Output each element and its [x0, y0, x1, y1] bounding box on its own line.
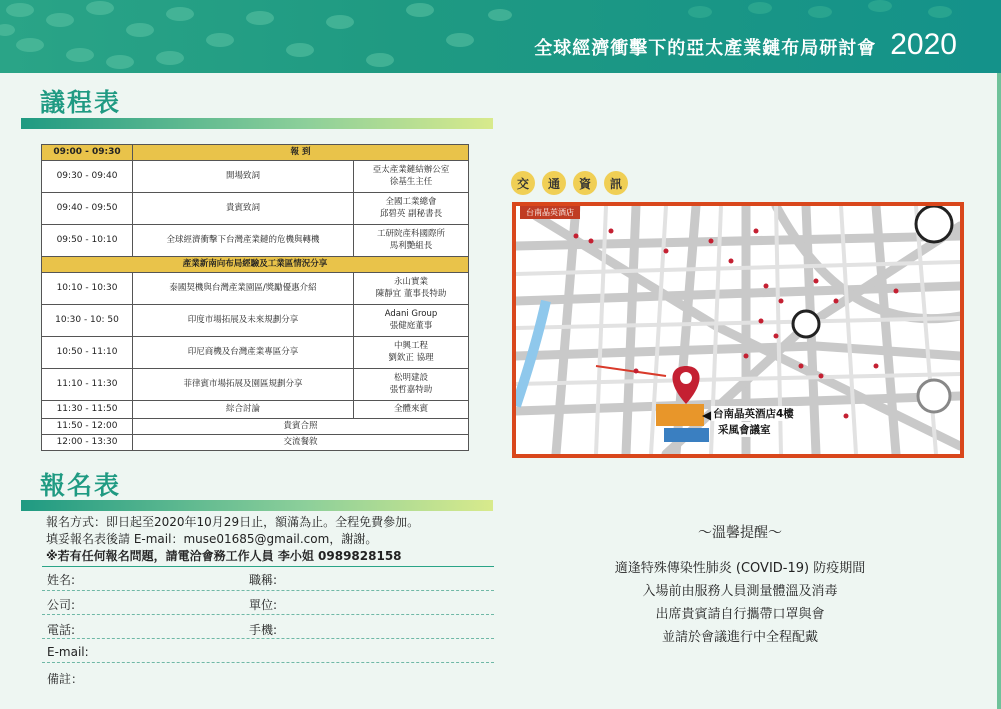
- event-title: 全球經濟衝擊下的亞太產業鏈布局研討會: [534, 38, 877, 59]
- agenda-row: [42, 225, 469, 257]
- agenda-speaker: 中興工程 劉欽正 協理: [354, 337, 469, 369]
- field-dept-label: 單位:: [249, 598, 278, 612]
- field-email-input[interactable]: [42, 662, 494, 663]
- agenda-topic: 泰國契機與台灣產業園區/獎勵優惠介紹: [133, 273, 354, 305]
- agenda-row: [42, 337, 469, 369]
- field-phone-label: 電話:: [47, 623, 76, 637]
- reminder-line: 入場前由服務人員測量體溫及消毒: [642, 584, 838, 599]
- field-company-label: 公司:: [47, 598, 76, 612]
- reminder-line: 並請於會議進行中全程配戴: [661, 630, 818, 645]
- agenda-row: [42, 305, 469, 337]
- agenda-row: [42, 369, 469, 401]
- agenda-topic: 貴賓合照: [133, 419, 469, 435]
- traffic-char: 通: [542, 171, 566, 195]
- agenda-row: [42, 419, 469, 435]
- right-edge-accent: [997, 73, 1001, 709]
- agenda-speaker: 亞太產業鏈結辦公室 徐基生主任: [354, 161, 469, 193]
- reminder-line: 出席貴賓請自行攜帶口罩與會: [655, 607, 825, 622]
- agenda-row: [42, 193, 469, 225]
- agenda-heading: 議程表: [40, 88, 122, 117]
- agenda-topic: 印度市場拓展及未來規劃分享: [133, 305, 354, 337]
- traffic-char: 資: [573, 171, 597, 195]
- agenda-time: 09:00 - 09:30: [42, 145, 133, 161]
- traffic-char: 交: [511, 171, 535, 195]
- agenda-time: 09:40 - 09:50: [42, 193, 133, 225]
- agenda-speaker: 永山實業 陳靜宜 董事長特助: [354, 273, 469, 305]
- reminder-line: 適逢特殊傳染性肺炎 (COVID-19) 防疫期間: [614, 561, 866, 576]
- field-title-label: 職稱:: [249, 573, 278, 587]
- registration-method: 報名方式：即日起至2020年10月29日止，額滿為止。全程免費參加。: [46, 515, 420, 529]
- field-mobile-label: 手機:: [249, 623, 278, 637]
- traffic-char: 訊: [604, 171, 628, 195]
- agenda-time: 10:30 - 10: 50: [42, 305, 133, 337]
- agenda-heading-bar: [21, 118, 493, 129]
- registration-email-note: 填妥報名表後請 E-mail：muse01685@gmail.com，謝謝。: [46, 532, 378, 546]
- agenda-speaker: 全體來賓: [354, 401, 469, 419]
- registration-heading-bar: [21, 500, 493, 511]
- agenda-topic: 全球經濟衝擊下台灣產業鏈的危機與轉機: [133, 225, 354, 257]
- event-year: 2020: [890, 28, 957, 61]
- agenda-topic: 綜合討論: [133, 401, 354, 419]
- agenda-row: [42, 273, 469, 305]
- agenda-time: 09:30 - 09:40: [42, 161, 133, 193]
- agenda-time: 10:10 - 10:30: [42, 273, 133, 305]
- agenda-row: [42, 145, 469, 161]
- agenda-time: 11:10 - 11:30: [42, 369, 133, 401]
- field-phone-input[interactable]: [42, 638, 494, 639]
- agenda-speaker: 全國工業總會 邱碧英 副秘書長: [354, 193, 469, 225]
- agenda-topic: 開場致詞: [133, 161, 354, 193]
- reminder-box: [565, 522, 915, 649]
- agenda-time: 09:50 - 10:10: [42, 225, 133, 257]
- agenda-time: 11:50 - 12:00: [42, 419, 133, 435]
- field-note-label: 備註：: [47, 672, 84, 686]
- field-name-label: 姓名:: [47, 573, 76, 587]
- registration-heading: 報名表: [40, 471, 122, 500]
- registration-contact: ※若有任何報名問題，請電洽會務工作人員 李小姐 0989828158: [46, 549, 402, 563]
- venue-floor-label: 台南晶英酒店4樓: [713, 408, 794, 420]
- registration-info: [46, 514, 419, 565]
- agenda-topic: 菲律賓市場拓展及園區規劃分享: [133, 369, 354, 401]
- agenda-table: [41, 144, 469, 451]
- field-company-input[interactable]: [42, 614, 494, 615]
- agenda-topic: 貴賓致詞: [133, 193, 354, 225]
- agenda-row: [42, 435, 469, 451]
- agenda-topic: 報 到: [133, 145, 469, 161]
- agenda-topic: 印尼商機及台灣產業專區分享: [133, 337, 354, 369]
- agenda-topic: 交流餐敘: [133, 435, 469, 451]
- agenda-row: [42, 257, 469, 273]
- agenda-speaker: Adani Group 張健庭董事: [354, 305, 469, 337]
- agenda-row: [42, 161, 469, 193]
- header-banner: [0, 0, 1001, 73]
- field-email-label: E-mail:: [47, 645, 89, 659]
- form-divider: [42, 566, 494, 567]
- traffic-info-heading: [511, 171, 628, 195]
- agenda-time: 11:30 - 11:50: [42, 401, 133, 419]
- agenda-speaker: 松明建設 張哲嘉特助: [354, 369, 469, 401]
- agenda-row: [42, 401, 469, 419]
- agenda-section-title: 產業新南向布局經驗及工業區情況分享: [42, 257, 469, 273]
- location-map[interactable]: [512, 202, 964, 458]
- field-name-input[interactable]: [42, 590, 494, 591]
- agenda-speaker: 工研院產科國際所 馬利艷組長: [354, 225, 469, 257]
- map-hotel-tag: 台南晶英酒店: [520, 206, 580, 219]
- agenda-time: 10:50 - 11:10: [42, 337, 133, 369]
- venue-room-label: 采風會議室: [718, 424, 771, 436]
- agenda-time: 12:00 - 13:30: [42, 435, 133, 451]
- reminder-title: ～溫馨提醒～: [698, 525, 782, 541]
